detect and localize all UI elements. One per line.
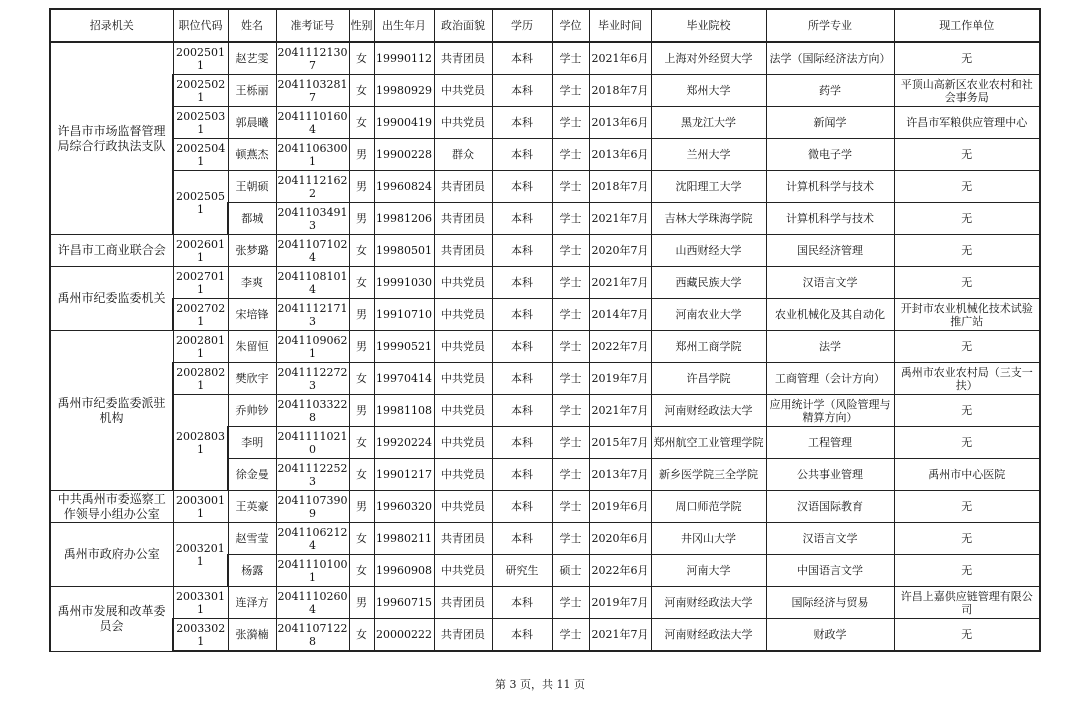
- gender-cell: 女: [349, 555, 374, 587]
- exam-number-cell: 20411101604: [276, 107, 349, 139]
- education-cell: 本科: [492, 139, 552, 171]
- school-cell: 河南农业大学: [651, 299, 766, 331]
- exam-number-cell: 20411071024: [276, 235, 349, 267]
- degree-cell: 学士: [552, 203, 589, 235]
- school-cell: 吉林大学珠海学院: [651, 203, 766, 235]
- degree-cell: 学士: [552, 42, 589, 75]
- school-cell: 河南财经政法大学: [651, 619, 766, 652]
- table-row: [50, 363, 1040, 395]
- name-cell: 乔帅钞: [228, 395, 276, 427]
- school-cell: 郑州大学: [651, 75, 766, 107]
- current-employer-cell: 平顶山高新区农业农村和社会事务局: [894, 75, 1040, 107]
- school-cell: 郑州工商学院: [651, 331, 766, 363]
- major-cell: 计算机科学与技术: [766, 171, 894, 203]
- table-row: [50, 331, 1040, 363]
- education-cell: 本科: [492, 267, 552, 299]
- school-cell: 上海对外经贸大学: [651, 42, 766, 75]
- gender-cell: 女: [349, 459, 374, 491]
- current-employer-cell: 禹州市农业农村局（三支一扶）: [894, 363, 1040, 395]
- school-cell: 山西财经大学: [651, 235, 766, 267]
- education-cell: 研究生: [492, 555, 552, 587]
- political-status-cell: 共青团员: [434, 587, 492, 619]
- exam-number-cell: 20411121622: [276, 171, 349, 203]
- birth-date-cell: 19960715: [374, 587, 434, 619]
- name-cell: 连泽方: [228, 587, 276, 619]
- major-cell: 农业机械化及其自动化: [766, 299, 894, 331]
- gender-cell: 女: [349, 523, 374, 555]
- birth-date-cell: 19980501: [374, 235, 434, 267]
- school-cell: 兰州大学: [651, 139, 766, 171]
- political-status-cell: 中共党员: [434, 299, 492, 331]
- graduation-time-cell: 2013年6月: [589, 107, 651, 139]
- birth-date-cell: 19980929: [374, 75, 434, 107]
- school-cell: 郑州航空工业管理学院: [651, 427, 766, 459]
- major-cell: 微电子学: [766, 139, 894, 171]
- major-cell: 工商管理（会计方向）: [766, 363, 894, 395]
- degree-cell: 学士: [552, 427, 589, 459]
- current-employer-cell: 无: [894, 555, 1040, 587]
- birth-date-cell: 19980211: [374, 523, 434, 555]
- graduation-time-cell: 2022年6月: [589, 555, 651, 587]
- name-cell: 王栎丽: [228, 75, 276, 107]
- name-cell: 郭晨曦: [228, 107, 276, 139]
- birth-date-cell: 19990521: [374, 331, 434, 363]
- birth-date-cell: 19981206: [374, 203, 434, 235]
- position-code-cell: 20028021: [173, 363, 228, 395]
- current-employer-cell: 无: [894, 331, 1040, 363]
- gender-cell: 男: [349, 171, 374, 203]
- name-cell: 张梦璐: [228, 235, 276, 267]
- current-employer-cell: 无: [894, 523, 1040, 555]
- agency-cell: 禹州市纪委监委派驻机构: [50, 331, 173, 491]
- degree-cell: 学士: [552, 267, 589, 299]
- name-cell: 杨露: [228, 555, 276, 587]
- position-code-cell: 20028031: [173, 395, 228, 491]
- column-header-exam-number: 准考证号: [276, 9, 349, 42]
- birth-date-cell: 19970414: [374, 363, 434, 395]
- education-cell: 本科: [492, 619, 552, 652]
- position-code-cell: 20026011: [173, 235, 228, 267]
- position-code-cell: 20025051: [173, 171, 228, 235]
- graduation-time-cell: 2019年7月: [589, 363, 651, 395]
- major-cell: 汉语国际教育: [766, 491, 894, 523]
- political-status-cell: 中共党员: [434, 459, 492, 491]
- gender-cell: 女: [349, 235, 374, 267]
- gender-cell: 女: [349, 619, 374, 652]
- current-employer-cell: 无: [894, 427, 1040, 459]
- school-cell: 井冈山大学: [651, 523, 766, 555]
- political-status-cell: 中共党员: [434, 75, 492, 107]
- exam-number-cell: 20411034913: [276, 203, 349, 235]
- column-header-degree: 学位: [552, 9, 589, 42]
- name-cell: 朱留恒: [228, 331, 276, 363]
- position-code-cell: 20025021: [173, 75, 228, 107]
- table-row: [50, 107, 1040, 139]
- table-row: [50, 587, 1040, 619]
- graduation-time-cell: 2020年7月: [589, 235, 651, 267]
- degree-cell: 学士: [552, 171, 589, 203]
- birth-date-cell: 19991030: [374, 267, 434, 299]
- name-cell: 宋培锋: [228, 299, 276, 331]
- current-employer-cell: 无: [894, 491, 1040, 523]
- gender-cell: 男: [349, 139, 374, 171]
- name-cell: 李爽: [228, 267, 276, 299]
- gender-cell: 女: [349, 267, 374, 299]
- exam-number-cell: 20411062124: [276, 523, 349, 555]
- column-header-position-code: 职位代码: [173, 9, 228, 42]
- gender-cell: 女: [349, 363, 374, 395]
- graduation-time-cell: 2019年7月: [589, 587, 651, 619]
- candidate-table: [49, 8, 1041, 652]
- table-row: [50, 491, 1040, 523]
- current-employer-cell: 无: [894, 395, 1040, 427]
- table-row: [50, 139, 1040, 171]
- major-cell: 工程管理: [766, 427, 894, 459]
- school-cell: 黑龙江大学: [651, 107, 766, 139]
- table-row: [50, 42, 1040, 75]
- degree-cell: 学士: [552, 587, 589, 619]
- birth-date-cell: 19910710: [374, 299, 434, 331]
- agency-cell: 许昌市市场监督管理局综合行政执法支队: [50, 42, 173, 235]
- exam-number-cell: 20411122523: [276, 459, 349, 491]
- birth-date-cell: 19981108: [374, 395, 434, 427]
- position-code-cell: 20033011: [173, 587, 228, 619]
- education-cell: 本科: [492, 171, 552, 203]
- name-cell: 王英豪: [228, 491, 276, 523]
- school-cell: 沈阳理工大学: [651, 171, 766, 203]
- school-cell: 河南财经政法大学: [651, 395, 766, 427]
- education-cell: 本科: [492, 523, 552, 555]
- table-row: [50, 171, 1040, 203]
- exam-number-cell: 20411090621: [276, 331, 349, 363]
- education-cell: 本科: [492, 331, 552, 363]
- position-code-cell: 20025031: [173, 107, 228, 139]
- major-cell: 汉语言文学: [766, 523, 894, 555]
- exam-number-cell: 20411081014: [276, 267, 349, 299]
- exam-number-cell: 20411033228: [276, 395, 349, 427]
- school-cell: 河南财经政法大学: [651, 587, 766, 619]
- position-code-cell: 20025011: [173, 42, 228, 75]
- birth-date-cell: 19900419: [374, 107, 434, 139]
- major-cell: 汉语言文学: [766, 267, 894, 299]
- political-status-cell: 共青团员: [434, 42, 492, 75]
- agency-cell: 许昌市工商业联合会: [50, 235, 173, 267]
- birth-date-cell: 20000222: [374, 619, 434, 652]
- political-status-cell: 中共党员: [434, 267, 492, 299]
- degree-cell: 学士: [552, 363, 589, 395]
- column-header-birth-date: 出生年月: [374, 9, 434, 42]
- name-cell: 都城: [228, 203, 276, 235]
- political-status-cell: 共青团员: [434, 523, 492, 555]
- gender-cell: 男: [349, 331, 374, 363]
- name-cell: 王朝硕: [228, 171, 276, 203]
- education-cell: 本科: [492, 107, 552, 139]
- current-employer-cell: 许昌市军粮供应管理中心: [894, 107, 1040, 139]
- agency-cell: 禹州市纪委监委机关: [50, 267, 173, 331]
- name-cell: 张漪楠: [228, 619, 276, 652]
- name-cell: 樊欣宇: [228, 363, 276, 395]
- major-cell: 国际经济与贸易: [766, 587, 894, 619]
- graduation-time-cell: 2020年6月: [589, 523, 651, 555]
- current-employer-cell: 无: [894, 235, 1040, 267]
- political-status-cell: 共青团员: [434, 619, 492, 652]
- school-cell: 西藏民族大学: [651, 267, 766, 299]
- column-header-education: 学历: [492, 9, 552, 42]
- exam-number-cell: 20411102604: [276, 587, 349, 619]
- gender-cell: 男: [349, 203, 374, 235]
- current-employer-cell: 无: [894, 203, 1040, 235]
- political-status-cell: 中共党员: [434, 427, 492, 459]
- birth-date-cell: 19990112: [374, 42, 434, 75]
- table-row: [50, 523, 1040, 555]
- political-status-cell: 中共党员: [434, 363, 492, 395]
- position-code-cell: 20032011: [173, 523, 228, 587]
- major-cell: 国民经济管理: [766, 235, 894, 267]
- degree-cell: 学士: [552, 619, 589, 652]
- graduation-time-cell: 2021年6月: [589, 42, 651, 75]
- gender-cell: 男: [349, 587, 374, 619]
- current-employer-cell: 许昌上嘉供应链管理有限公司: [894, 587, 1040, 619]
- column-header-gender: 性别: [349, 9, 374, 42]
- table-row: [50, 75, 1040, 107]
- current-employer-cell: 无: [894, 139, 1040, 171]
- gender-cell: 女: [349, 107, 374, 139]
- education-cell: 本科: [492, 75, 552, 107]
- education-cell: 本科: [492, 203, 552, 235]
- name-cell: 徐金曼: [228, 459, 276, 491]
- political-status-cell: 共青团员: [434, 235, 492, 267]
- political-status-cell: 中共党员: [434, 555, 492, 587]
- degree-cell: 学士: [552, 235, 589, 267]
- political-status-cell: 群众: [434, 139, 492, 171]
- political-status-cell: 共青团员: [434, 203, 492, 235]
- column-header-name: 姓名: [228, 9, 276, 42]
- table-row: [50, 299, 1040, 331]
- degree-cell: 学士: [552, 139, 589, 171]
- exam-number-cell: 20411121307: [276, 42, 349, 75]
- political-status-cell: 中共党员: [434, 331, 492, 363]
- current-employer-cell: 无: [894, 171, 1040, 203]
- birth-date-cell: 19960824: [374, 171, 434, 203]
- gender-cell: 男: [349, 299, 374, 331]
- name-cell: 李明: [228, 427, 276, 459]
- position-code-cell: 20030011: [173, 491, 228, 523]
- agency-cell: 禹州市政府办公室: [50, 523, 173, 587]
- political-status-cell: 中共党员: [434, 395, 492, 427]
- current-employer-cell: 无: [894, 619, 1040, 652]
- header-row: [50, 9, 1040, 42]
- graduation-time-cell: 2021年7月: [589, 395, 651, 427]
- current-employer-cell: 禹州市中心医院: [894, 459, 1040, 491]
- school-cell: 周口师范学院: [651, 491, 766, 523]
- current-employer-cell: 开封市农业机械化技术试验推广站: [894, 299, 1040, 331]
- graduation-time-cell: 2015年7月: [589, 427, 651, 459]
- major-cell: 法学（国际经济法方向）: [766, 42, 894, 75]
- degree-cell: 学士: [552, 107, 589, 139]
- column-header-major: 所学专业: [766, 9, 894, 42]
- school-cell: 河南大学: [651, 555, 766, 587]
- degree-cell: 学士: [552, 331, 589, 363]
- gender-cell: 女: [349, 427, 374, 459]
- table-header: [50, 9, 1040, 42]
- gender-cell: 女: [349, 75, 374, 107]
- major-cell: 法学: [766, 331, 894, 363]
- position-code-cell: 20027021: [173, 299, 228, 331]
- birth-date-cell: 19920224: [374, 427, 434, 459]
- table-body: [50, 42, 1040, 651]
- graduation-time-cell: 2021年7月: [589, 267, 651, 299]
- education-cell: 本科: [492, 587, 552, 619]
- major-cell: 药学: [766, 75, 894, 107]
- exam-number-cell: 20411071228: [276, 619, 349, 652]
- major-cell: 新闻学: [766, 107, 894, 139]
- political-status-cell: 中共党员: [434, 491, 492, 523]
- exam-number-cell: 20411121713: [276, 299, 349, 331]
- political-status-cell: 共青团员: [434, 171, 492, 203]
- exam-number-cell: 20411110210: [276, 427, 349, 459]
- column-header-graduation-time: 毕业时间: [589, 9, 651, 42]
- agency-cell: 禹州市发展和改革委员会: [50, 587, 173, 652]
- table-row: [50, 235, 1040, 267]
- position-code-cell: 20025041: [173, 139, 228, 171]
- major-cell: 计算机科学与技术: [766, 203, 894, 235]
- degree-cell: 学士: [552, 459, 589, 491]
- agency-cell: 中共禹州市委巡察工作领导小组办公室: [50, 491, 173, 523]
- degree-cell: 学士: [552, 491, 589, 523]
- current-employer-cell: 无: [894, 42, 1040, 75]
- education-cell: 本科: [492, 235, 552, 267]
- major-cell: 中国语言文学: [766, 555, 894, 587]
- name-cell: 赵艺雯: [228, 42, 276, 75]
- degree-cell: 学士: [552, 75, 589, 107]
- education-cell: 本科: [492, 491, 552, 523]
- name-cell: 赵雪莹: [228, 523, 276, 555]
- education-cell: 本科: [492, 459, 552, 491]
- position-code-cell: 20028011: [173, 331, 228, 363]
- school-cell: 新乡医学院三全学院: [651, 459, 766, 491]
- exam-number-cell: 20411073909: [276, 491, 349, 523]
- political-status-cell: 中共党员: [434, 107, 492, 139]
- degree-cell: 学士: [552, 523, 589, 555]
- gender-cell: 女: [349, 42, 374, 75]
- graduation-time-cell: 2013年7月: [589, 459, 651, 491]
- education-cell: 本科: [492, 395, 552, 427]
- table-row: [50, 619, 1040, 652]
- education-cell: 本科: [492, 363, 552, 395]
- exam-number-cell: 20411101001: [276, 555, 349, 587]
- education-cell: 本科: [492, 42, 552, 75]
- exam-number-cell: 20411122723: [276, 363, 349, 395]
- exam-number-cell: 20411063001: [276, 139, 349, 171]
- table-row: [50, 267, 1040, 299]
- document-page: [49, 8, 1041, 652]
- graduation-time-cell: 2021年7月: [589, 619, 651, 652]
- gender-cell: 男: [349, 491, 374, 523]
- column-header-agency: 招录机关: [50, 9, 173, 42]
- current-employer-cell: 无: [894, 267, 1040, 299]
- graduation-time-cell: 2013年6月: [589, 139, 651, 171]
- graduation-time-cell: 2018年7月: [589, 75, 651, 107]
- name-cell: 顿燕杰: [228, 139, 276, 171]
- graduation-time-cell: 2019年6月: [589, 491, 651, 523]
- column-header-political-status: 政治面貌: [434, 9, 492, 42]
- degree-cell: 硕士: [552, 555, 589, 587]
- column-header-school: 毕业院校: [651, 9, 766, 42]
- major-cell: 公共事业管理: [766, 459, 894, 491]
- birth-date-cell: 19901217: [374, 459, 434, 491]
- exam-number-cell: 20411032817: [276, 75, 349, 107]
- school-cell: 许昌学院: [651, 363, 766, 395]
- graduation-time-cell: 2022年7月: [589, 331, 651, 363]
- graduation-time-cell: 2021年7月: [589, 203, 651, 235]
- table-row: [50, 395, 1040, 427]
- column-header-current-employer: 现工作单位: [894, 9, 1040, 42]
- graduation-time-cell: 2014年7月: [589, 299, 651, 331]
- birth-date-cell: 19900228: [374, 139, 434, 171]
- education-cell: 本科: [492, 299, 552, 331]
- degree-cell: 学士: [552, 299, 589, 331]
- major-cell: 应用统计学（风险管理与精算方向）: [766, 395, 894, 427]
- birth-date-cell: 19960320: [374, 491, 434, 523]
- gender-cell: 男: [349, 395, 374, 427]
- page-number-footer: 第 3 页，共 11 页: [495, 678, 585, 691]
- position-code-cell: 20027011: [173, 267, 228, 299]
- education-cell: 本科: [492, 427, 552, 459]
- position-code-cell: 20033021: [173, 619, 228, 652]
- major-cell: 财政学: [766, 619, 894, 652]
- degree-cell: 学士: [552, 395, 589, 427]
- graduation-time-cell: 2018年7月: [589, 171, 651, 203]
- birth-date-cell: 19960908: [374, 555, 434, 587]
